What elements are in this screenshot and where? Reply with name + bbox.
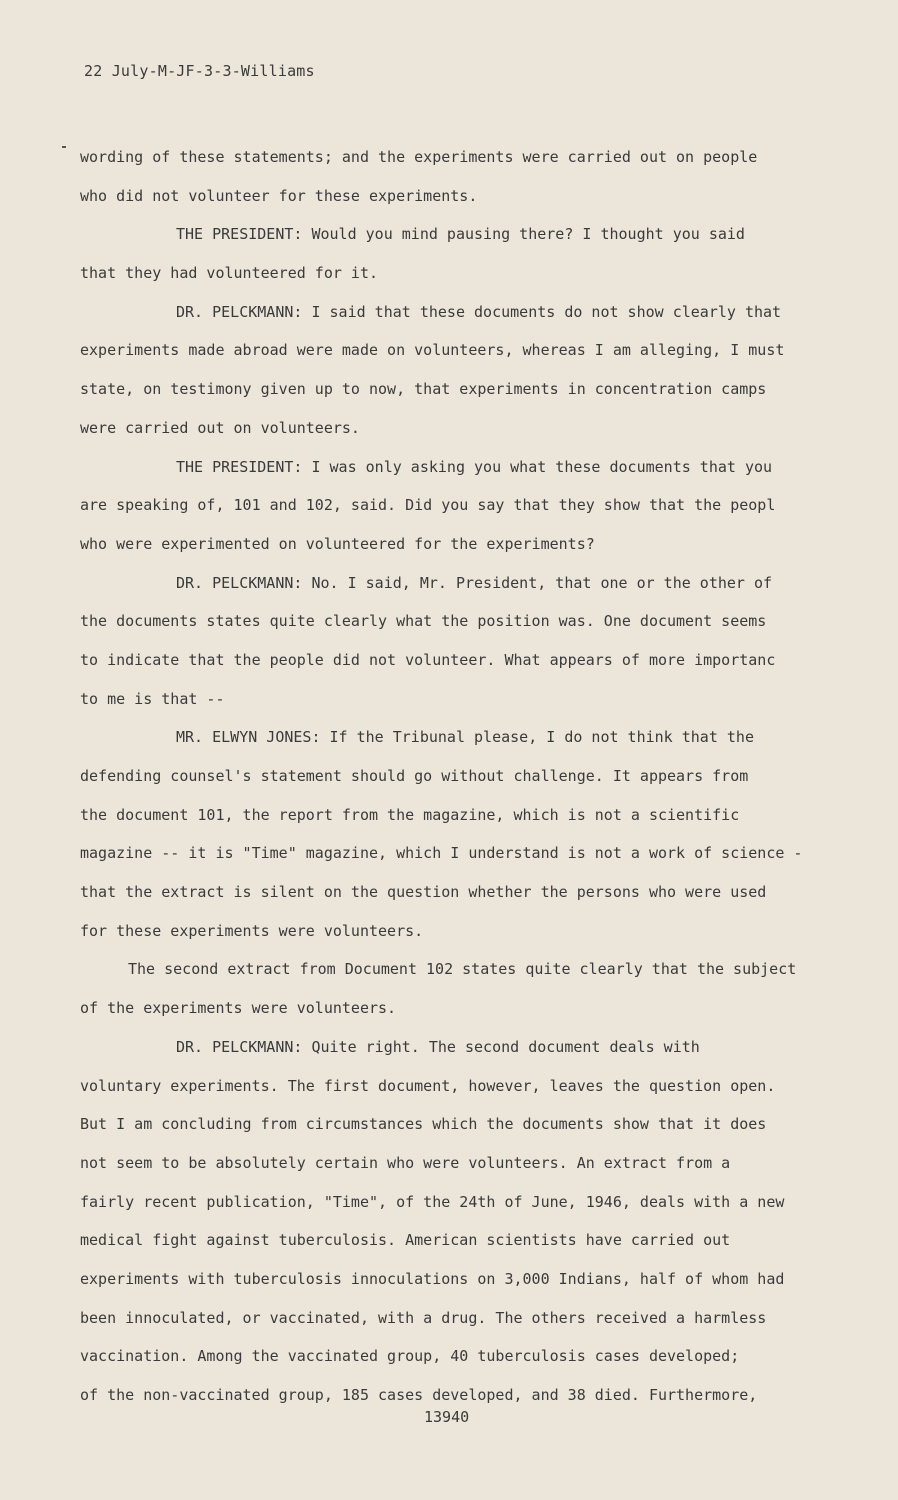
text-line: state, on testimony given up to now, that experiments in concentration camps: [80, 380, 767, 399]
text-line: of the experiments were volunteers.: [80, 999, 397, 1018]
text-line: medical fight against tuberculosis. American scientists have carried out: [80, 1231, 731, 1250]
text-line: experiments made abroad were made on volunteers, whereas I am alleging, I must: [80, 341, 785, 360]
text-line: of the non-vaccinated group, 185 cases developed, and 38 died. Furthermore,: [80, 1386, 758, 1404]
transcript-body: [80, 138, 850, 1415]
text-line: who were experimented on volunteered for the experiments?: [80, 534, 595, 553]
text-line: DR. PELCKMANN: No. I said, Mr. President, that one or the other of: [176, 573, 773, 592]
text-line: vaccination. Among the vaccinated group, 40 tuberculosis cases developed;: [80, 1347, 740, 1366]
page-number: 13940: [424, 1408, 470, 1426]
text-line: fairly recent publication, "Time", of the 24th of June, 1946, deals with a new: [80, 1192, 785, 1211]
text-line: that they had volunteered for it.: [80, 264, 379, 283]
text-line: DR. PELCKMANN: Quite right. The second document deals with: [176, 1037, 700, 1056]
text-line: experiments with tuberculosis innoculations on 3,000 Indians, half of whom had: [80, 1269, 785, 1288]
text-line: The second extract from Document 102 states quite clearly that the subject: [128, 960, 797, 979]
text-line: voluntary experiments. The first document, however, leaves the question open.: [80, 1076, 776, 1095]
text-line: for these experiments were volunteers.: [80, 921, 424, 940]
text-line: But I am concluding from circumstances which the documents show that it does: [80, 1115, 767, 1134]
text-line: THE PRESIDENT: I was only asking you what these documents that you: [176, 457, 773, 476]
text-line: been innoculated, or vaccinated, with a drug. The others received a harmless: [80, 1308, 767, 1327]
text-line: are speaking of, 101 and 102, said. Did you say that they show that the peopl: [80, 496, 776, 515]
text-line: that the extract is silent on the question whether the persons who were used: [80, 883, 767, 902]
text-line: wording of these statements; and the experiments were carried out on people: [80, 148, 758, 166]
text-line: to indicate that the people did not volunteer. What appears of more importanc: [80, 650, 776, 669]
text-line: DR. PELCKMANN: I said that these documents do not show clearly that: [176, 302, 782, 321]
text-line: the document 101, the report from the magazine, which is not a scientific: [80, 805, 740, 824]
margin-mark: [62, 146, 66, 148]
page-header: 22 July-M-JF-3-3-Williams: [84, 62, 315, 80]
text-line: to me is that --: [80, 689, 225, 708]
text-line: THE PRESIDENT: Would you mind pausing there? I thought you said: [176, 225, 745, 244]
text-line: not seem to be absolutely certain who were volunteers. An extract from a: [80, 1153, 731, 1172]
text-line: magazine -- it is "Time" magazine, which I understand is not a work of science -: [80, 844, 803, 863]
text-line: defending counsel's statement should go without challenge. It appears from: [80, 767, 749, 785]
text-line: the documents states quite clearly what the position was. One document seems: [80, 612, 767, 631]
text-line: who did not volunteer for these experiments.: [80, 186, 478, 205]
text-line: MR. ELWYN JONES: If the Tribunal please, I do not think that the: [176, 728, 754, 747]
text-line: were carried out on volunteers.: [80, 418, 360, 437]
